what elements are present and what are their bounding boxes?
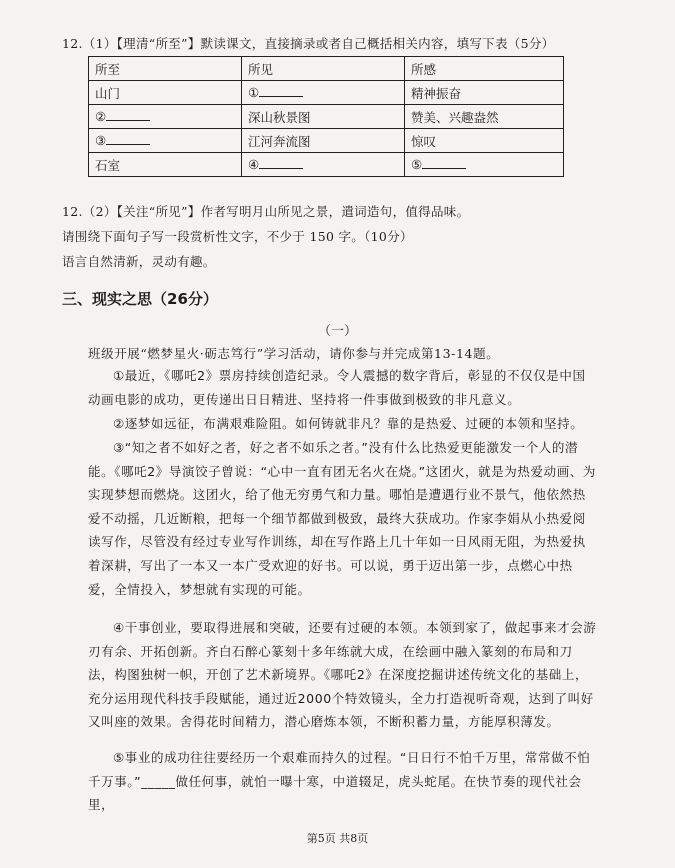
paragraph-5: ⑤事业的成功往往要经历一个艰难而持久的过程。“日日行不怕千万里，常常做不怕千万事。”_____做任何事，就怕一曝十寒，中道辍足，虎头蛇尾。在快节奏的现代社会里，: [88, 750, 591, 813]
paragraph-2: ②逐梦如远征，布满艰难险阻。如何铸就非凡？靠的是热爱、过硬的本领和坚持。: [113, 416, 584, 431]
blank-cell[interactable]: [242, 81, 405, 105]
q12-2-line3: 语言自然清新，灵动有趣。: [62, 254, 216, 269]
table-row: [89, 105, 564, 129]
answer-blank[interactable]: [422, 158, 466, 169]
table-cell: 惊叹: [405, 129, 564, 153]
table-cell: 石室: [89, 153, 242, 177]
table-row: [89, 81, 564, 105]
answer-blank[interactable]: [259, 86, 303, 97]
blank-marker: ①: [248, 85, 260, 100]
blank-marker: ⑤: [411, 157, 423, 172]
paragraph-1: ①最近，《哪吒2》票房持续创造纪录。令人震撼的数字背后，彰显的不仅仅是中国动画电影的成功，更传递出日日精进、坚持将一件事做到极致的非凡意义。: [88, 368, 586, 407]
table-header-cell: 所见: [242, 57, 405, 81]
answer-blank[interactable]: [106, 134, 150, 145]
fill-table: [88, 56, 564, 177]
q12-2-line2: 请围绕下面句子写一段赏析性文字，不少于 150 字。（10分）: [62, 229, 413, 244]
table-row: [89, 129, 564, 153]
blank-cell[interactable]: [89, 105, 242, 129]
blank-cell[interactable]: [89, 129, 242, 153]
table-cell: 精神振奋: [405, 81, 564, 105]
q12-1-instruction: 12.（1）【理清“所至”】默读课文，直接摘录或者自己概括相关内容，填写下表（5分）: [62, 36, 555, 51]
table-header-cell: 所感: [405, 57, 564, 81]
blank-cell[interactable]: [242, 153, 405, 177]
paragraph-3: ③“知之者不如好之者，好之者不如乐之者。”没有什么比热爱更能激发一个人的潜能。《哪吒2》导演饺子曾说：“心中一直有团无名火在烧。”这团火，就是为热爱动画、为实现梦想而燃烧。这团火，给了他无穷勇气和力量。哪怕是遭遇行业不景气，他依然热爱不动摇，几近断粮，把每一个细节都做到极致，最终大获成功。作家李娟从小热爱阅读写作，尽管没有经过专业写作训练，却在写作路上几十年如一日风雨无阻，为热爱执着深耕，写出了一本又一本广受欢迎的好书。可以说，勇于迈出第一步，点燃心中热爱，全情投入，梦想就有实现的可能。: [88, 440, 597, 597]
blank-marker: ②: [95, 109, 107, 124]
table-row: [89, 153, 564, 177]
activity-intro: 班级开展“燃梦星火·砺志笃行”学习活动，请你参与并完成第13-14题。: [88, 346, 500, 361]
table-cell: 赞美、兴趣盎然: [405, 105, 564, 129]
table-cell: 江河奔流图: [242, 129, 405, 153]
section-3-title: 三、现实之思（26分）: [62, 290, 218, 308]
page-number: 第5页 共8页: [306, 832, 369, 845]
part-1-title: （一）: [317, 324, 357, 339]
blank-cell[interactable]: [405, 153, 564, 177]
table-cell: 深山秋景图: [242, 105, 405, 129]
answer-blank[interactable]: [259, 158, 303, 169]
q12-2-line1: 12.（2）【关注“所见”】作者写明月山所见之景，遣词造句，值得品味。: [62, 204, 470, 219]
blank-marker: ④: [248, 157, 260, 172]
answer-blank[interactable]: [106, 110, 150, 121]
table-cell: 山门: [89, 81, 242, 105]
blank-marker: ③: [95, 133, 107, 148]
table-header-row: [89, 57, 564, 81]
paragraph-4: ④干事创业，要取得进展和突破，还要有过硬的本领。本领到家了，做起事来才会游刃有余、开拓创新。齐白石醉心篆刻十多年练就大成，在绘画中融入篆刻的布局和刀法，构图独树一帜，开创了艺术新境界。《哪吒2》在深度挖掘讲述传统文化的基础上，充分运用现代科技手段赋能，通过近2000个特效镜头，全力打造视听奇观，达到了叫好又叫座的效果。舍得花时间精力，潜心磨炼本领，不断积蓄力量，方能厚积薄发。: [88, 620, 597, 730]
table-header-cell: 所至: [89, 57, 242, 81]
